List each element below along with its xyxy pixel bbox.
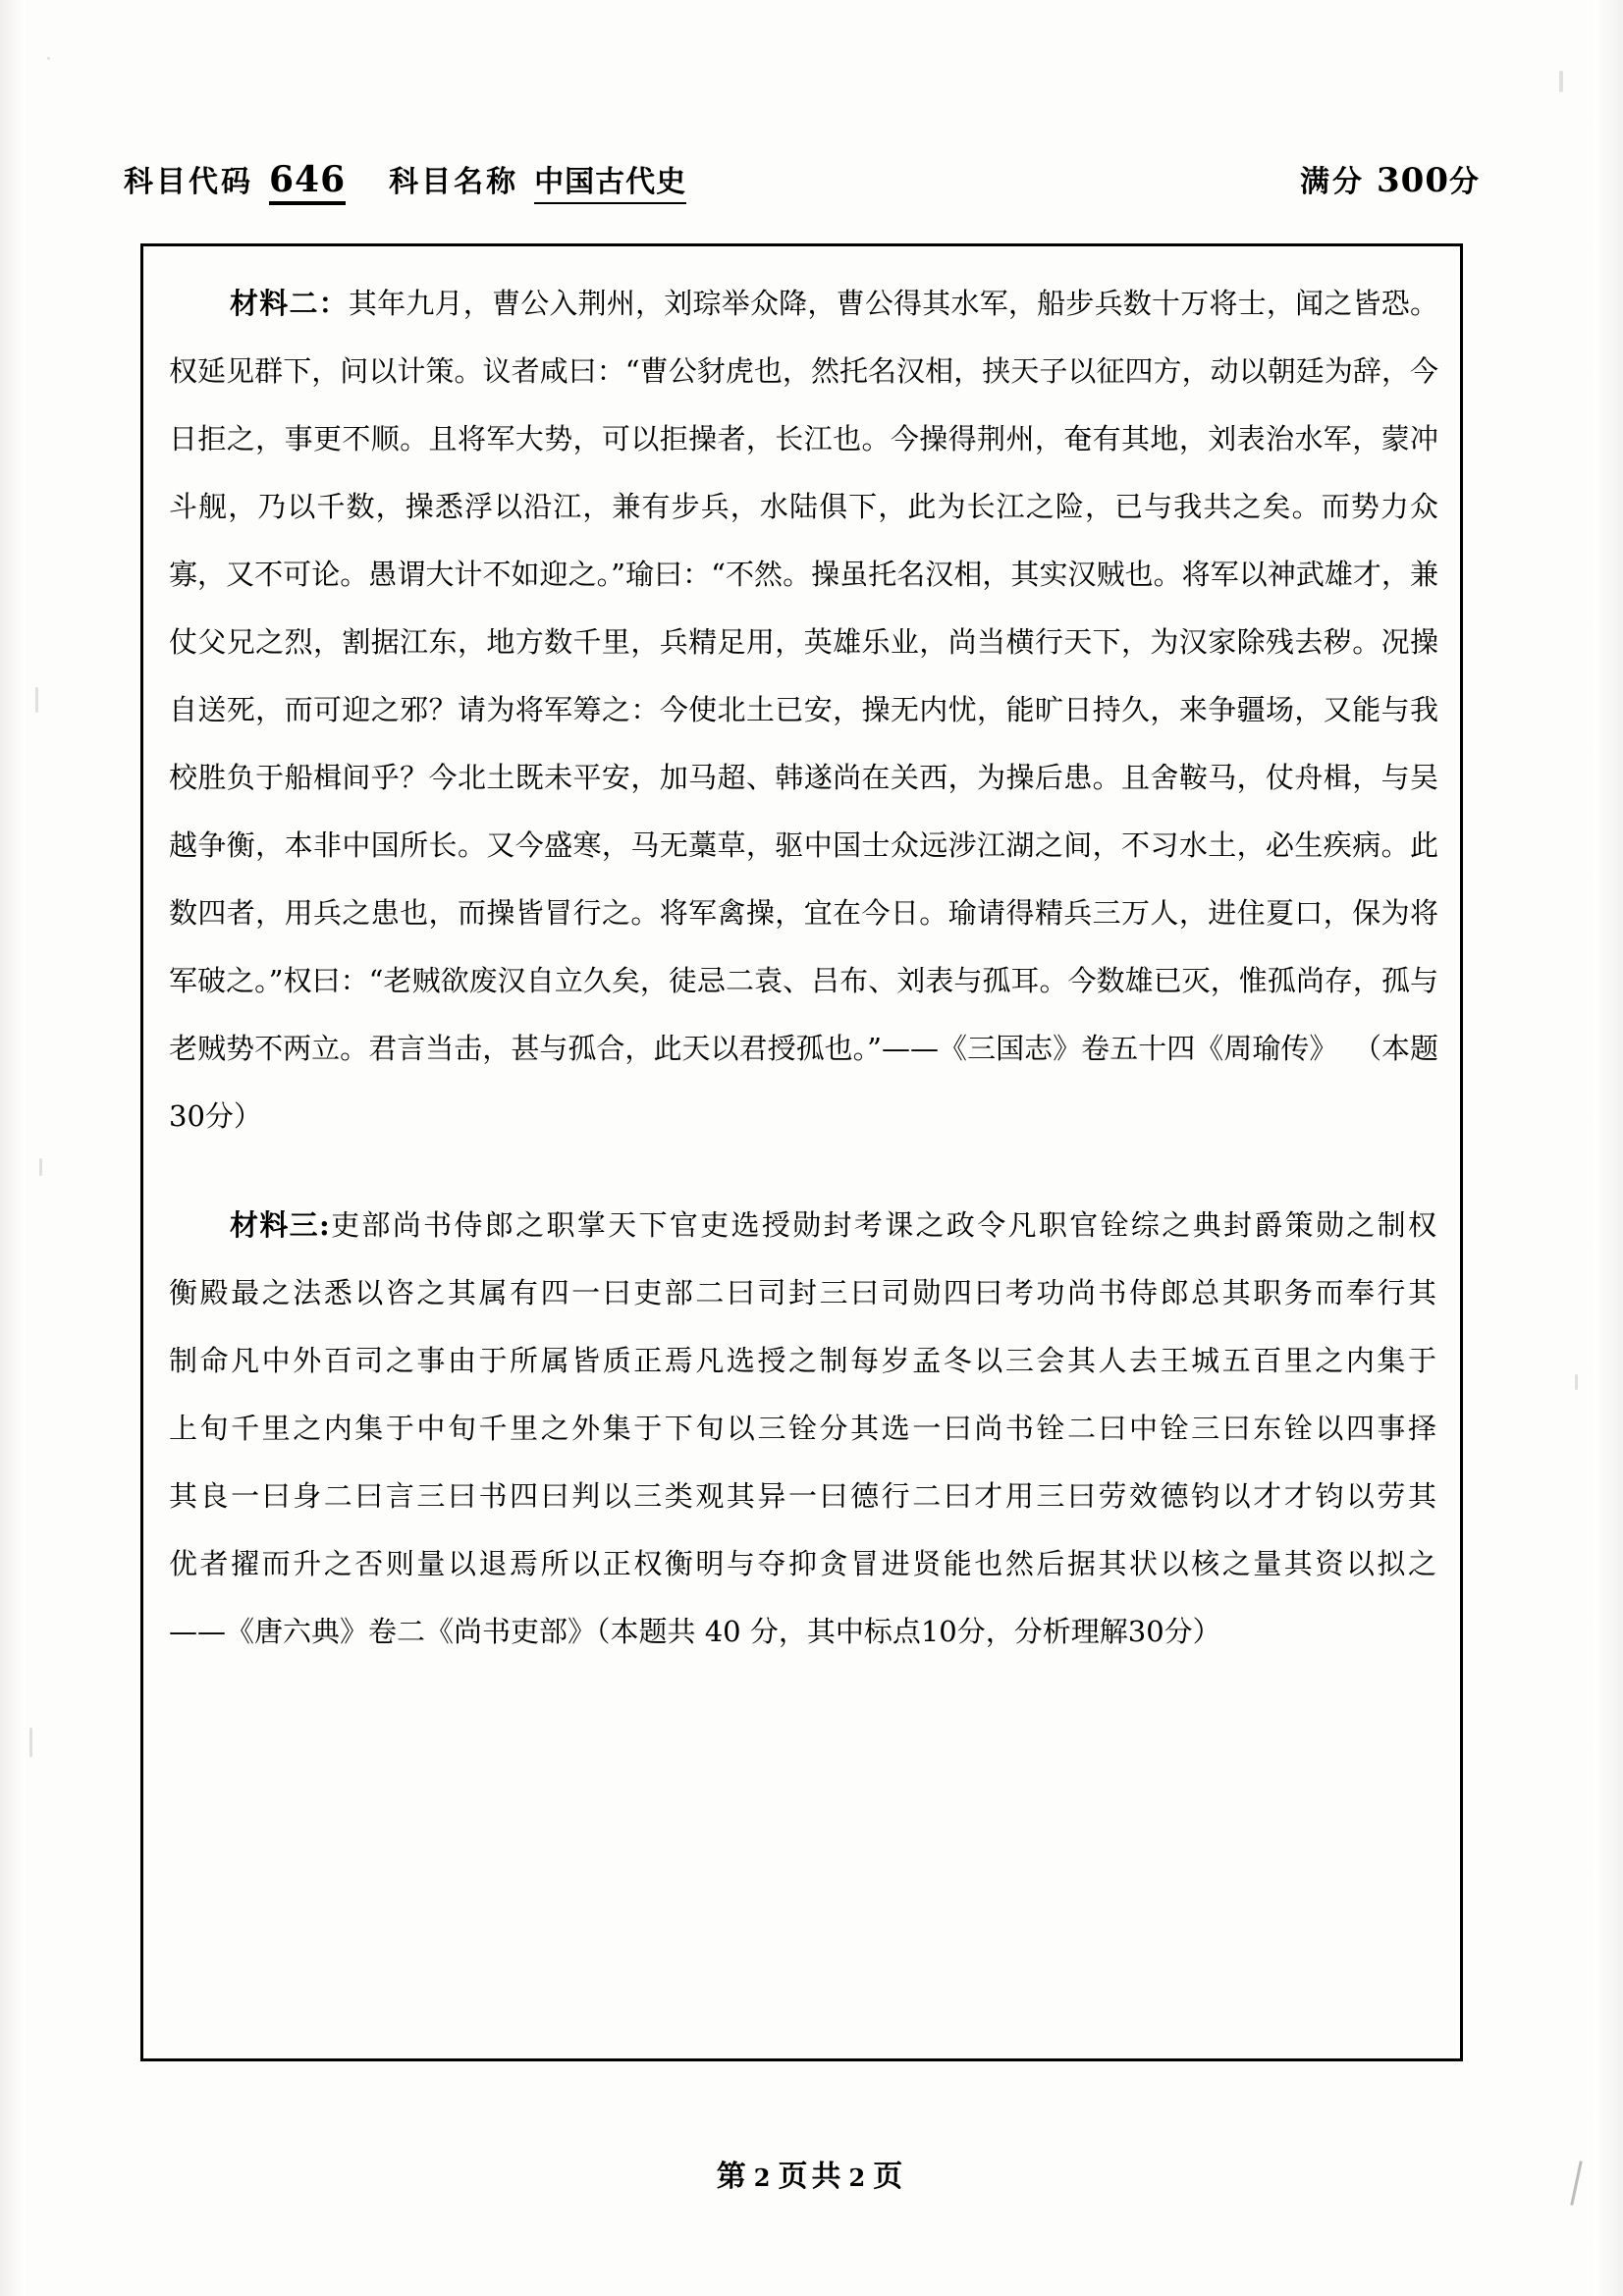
material-three-label: 材料三: (230, 1208, 331, 1242)
scan-speck (1559, 71, 1563, 92)
exam-content-box (140, 243, 1463, 2061)
scan-speck (47, 57, 50, 60)
scan-edge-right (1594, 0, 1623, 2296)
scan-speck (1575, 1374, 1578, 1390)
material-three-source: ——《唐六典》卷二《尚书吏部》 (169, 1615, 597, 1648)
material-two-block (169, 270, 1438, 1150)
footer-middle: 页共 (778, 2160, 845, 2194)
subject-name-value: 中国古代史 (534, 157, 686, 204)
footer-suffix: 页 (873, 2160, 907, 2194)
footer-current-page: 2 (753, 2163, 775, 2192)
subject-name-label: 科目名称 (389, 165, 519, 199)
total-score-value: 300 (1377, 161, 1449, 200)
exam-header (124, 157, 1479, 216)
material-two-points: （本题30分） (169, 1032, 1438, 1133)
total-score-label: 满分 (1300, 165, 1366, 199)
scan-speck (35, 687, 38, 713)
footer-total-pages: 2 (848, 2163, 870, 2192)
material-two-body: 其年九月，曹公入荆州，刘琮举众降，曹公得其水军，船步兵数十万将士，闻之皆恐。权延见群下，问以计策。议者咸曰：“曹公豺虎也，然托名汉相，挟天子以征四方，动以朝廷为辞，今日拒之，事更不顺。且将军大势，可以拒操者，长江也。今操得荆州，奄有其地，刘表治水军，蒙冲斗舰，乃以千数，操悉浮以沿江，兼有步兵，水陆俱下，此为长江之险，已与我共之矣。而势力众寡，又不可论。愚谓大计不如迎之。”瑜曰：“不然。操虽托名汉相，其实汉贼也。将军以神武雄才，兼仗父兄之烈，割据江东，地方数千里，兵精足用，英雄乐业，尚当横行天下，为汉家除残去秽。况操自送死，而可迎之邪？请为将军筹之：今使北土已安，操无内忧，能旷日持久，来争疆场，又能与我校胜负于船楫间乎？今北土既未平安，加马超、韩遂尚在关西，为操后患。且舍鞍马，仗舟楫，与吴越争衡，本非中国所长。又今盛寒，马无藁草，驱中国士众远涉江湖之间，不习水土，必生疾病。此数四者，用兵之患也，而操皆冒行之。将军禽操，宜在今日。瑜请得精兵三万人，进住夏口，保为将军破之。”权曰：“老贼欲废汉自立久矣，徒忌二袁、吕布、刘表与孤耳。今数雄已灭，惟孤尚存，孤与老贼势不两立。君言当击，甚与孤合，此天以君授孤也。” (169, 287, 1438, 1065)
footer-prefix: 第 (716, 2160, 750, 2194)
material-two-label: 材料二： (230, 287, 349, 320)
subject-code-label: 科目代码 (124, 165, 253, 199)
total-score-unit: 分 (1449, 165, 1479, 199)
material-three-points: （本题共 40 分，其中标点10分，分析理解30分） (596, 1615, 1221, 1648)
scan-speck (29, 1728, 32, 1757)
material-three-body: 吏部尚书侍郎之职掌天下官吏选授勋封考课之政令凡职官铨综之典封爵策勋之制权衡殿最之法悉以咨之其属有四一曰吏部二曰司封三曰司勋四曰考功尚书侍郎总其职务而奉行其制命凡中外百司之事由于所属皆质正焉凡选授之制每岁孟冬以三会其人去王城五百里之内集于上旬千里之内集于中旬千里之外集于下旬以三铨分其选一曰尚书铨二曰中铨三曰东铨以四事择其良一曰身二曰言三曰书四曰判以三类观其异一曰德行二曰才用三曰劳效德钧以才才钧以劳其优者擢而升之否则量以退焉所以正权衡明与夺抑贪冒进贤能也然后据其状以核之量其资以拟之 (169, 1208, 1438, 1580)
scan-edge-left (0, 0, 26, 2296)
exam-content-inner (169, 254, 1438, 2051)
material-two-source: ——《三国志》卷五十四《周瑜传》 (882, 1032, 1338, 1065)
page-footer (0, 2152, 1623, 2195)
subject-code-value: 646 (269, 159, 346, 205)
material-three-block (169, 1192, 1438, 1666)
scan-speck (39, 1158, 42, 1176)
